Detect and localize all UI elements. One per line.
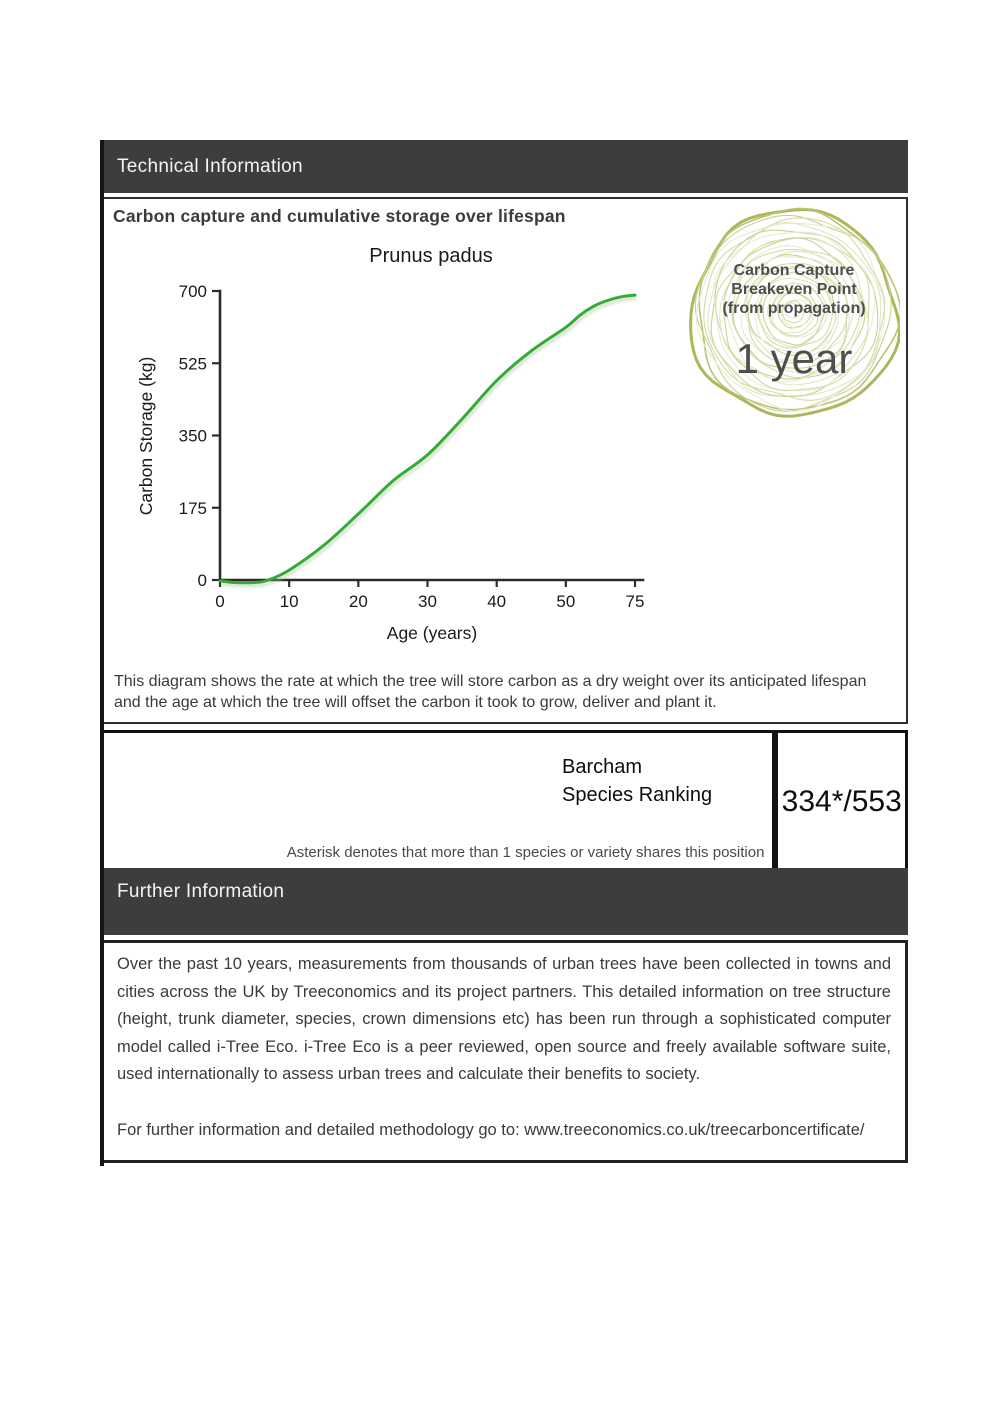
x-tick-label: 75: [625, 592, 645, 611]
y-axis-label: Carbon Storage (kg): [136, 356, 156, 516]
x-tick-label: 0: [215, 592, 225, 611]
x-tick-label: 50: [556, 592, 576, 611]
species-ranking-box: [104, 730, 775, 873]
ranking-label: Species Ranking: [562, 784, 713, 806]
breakeven-badge-label: [688, 261, 900, 318]
x-tick-label: 20: [348, 592, 368, 611]
breakeven-value: 1 year: [735, 335, 853, 382]
chart-section: [104, 197, 908, 724]
y-tick-label: 175: [178, 498, 207, 518]
carbon-curve-shadow: [222, 298, 637, 586]
further-information-header: [104, 868, 908, 935]
species-ranking-title: [562, 753, 712, 809]
y-tick-label: 700: [178, 282, 207, 301]
technical-information-title: Technical Information: [117, 155, 303, 177]
y-tick-label: 525: [178, 354, 207, 374]
ranking-brand: Barcham: [562, 756, 643, 778]
further-information-link-line: For further information and detailed methodology go to: www.treeconomics.co.uk/treecarboncertificate/: [117, 1120, 865, 1139]
chart-title: Prunus padus: [369, 245, 493, 267]
chart-description: This diagram shows the rate at which the tree will store carbon as a dry weight over its anticipated lifespan and the age at which the tree will offset the carbon it took to grow, deliver and plant it.: [114, 673, 867, 711]
carbon-storage-chart: [104, 199, 669, 661]
breakeven-badge: [688, 205, 900, 420]
species-ranking-row: [104, 730, 908, 867]
further-information-title: Further Information: [117, 881, 285, 902]
certificate-content: [100, 140, 908, 1166]
breakeven-badge-line3: (from propagation): [722, 300, 866, 317]
further-information-section: [104, 940, 908, 1163]
x-tick-label: 40: [487, 592, 507, 611]
x-tick-label: 10: [279, 592, 299, 611]
further-information-paragraph: Over the past 10 years, measurements from thousands of urban trees have been collected in towns and cities across the UK by Treeconomics and its project partners. This detailed information on tree structure (height, trunk diameter, species, crown dimensions etc) has been run through a sophisticated computer model called i-Tree Eco. i-Tree Eco is a peer reviewed, open source and freely available software suite, used internationally to assess urban trees and calculate their benefits to society.: [117, 955, 891, 1084]
breakeven-badge-line1: Carbon Capture: [733, 262, 855, 279]
breakeven-badge-line2: Breakeven Point: [731, 281, 857, 298]
y-tick-label: 0: [197, 571, 207, 590]
x-axis-label: Age (years): [386, 623, 478, 643]
technical-information-header: [104, 140, 908, 193]
carbon-curve: [220, 295, 635, 583]
ranking-asterisk-note: Asterisk denotes that more than 1 species or variety shares this position: [286, 844, 765, 861]
chart-axes: [220, 291, 643, 580]
chart-section-heading: Carbon capture and cumulative storage over lifespan: [113, 206, 566, 226]
ranking-value-box: [775, 730, 908, 873]
x-tick-label: 30: [418, 592, 437, 611]
y-tick-label: 350: [178, 426, 207, 446]
ranking-value: 334*/553: [781, 784, 902, 818]
